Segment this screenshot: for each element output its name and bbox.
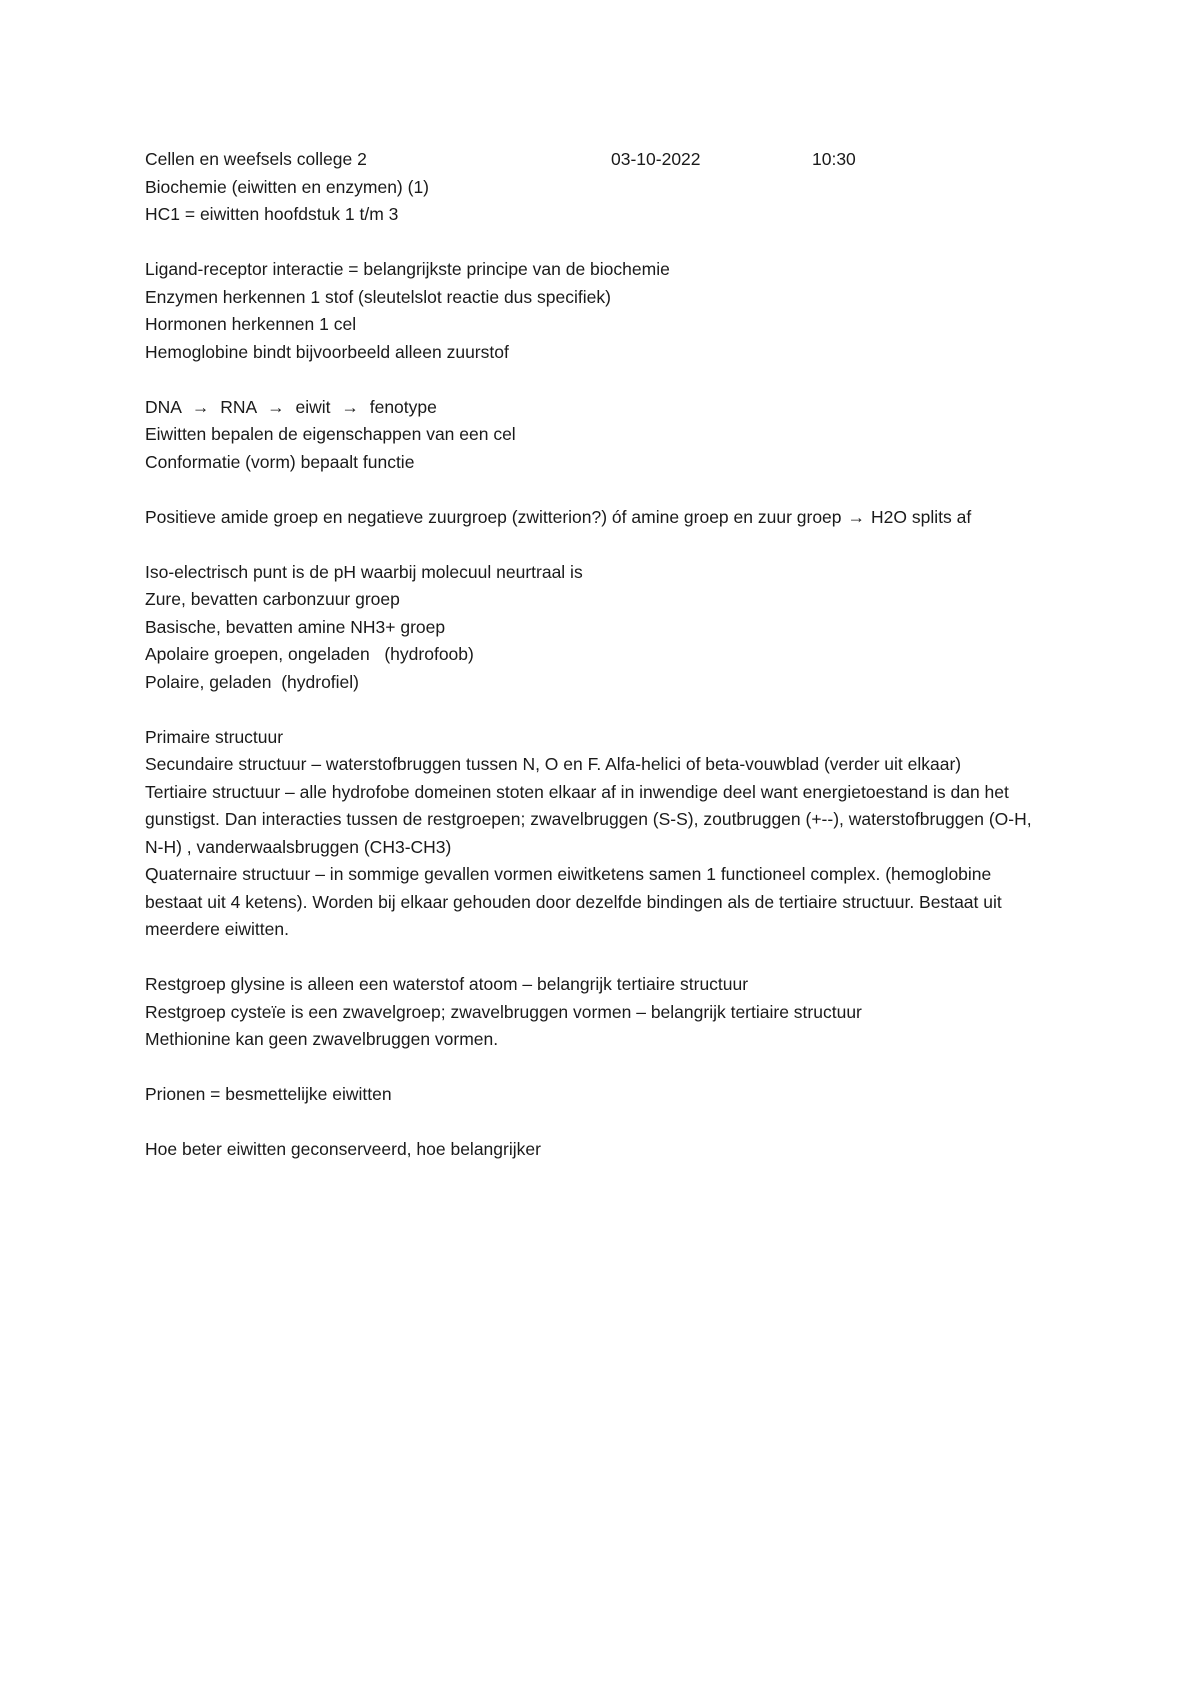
paragraph-line: Basische, bevatten amine NH3+ groep: [145, 616, 446, 637]
flow-step: RNA: [220, 396, 257, 417]
blank-line: [145, 476, 1045, 504]
paragraph-line: Zure, bevatten carbonzuur groep: [145, 589, 400, 609]
paragraph-line: Conformatie (vorm) bepaalt functie: [145, 451, 415, 472]
paragraph-line: Hemoglobine bindt bijvoorbeeld alleen zuurstof: [145, 341, 509, 362]
blank-line: [145, 696, 1045, 724]
arrow-right-icon: →: [847, 506, 866, 527]
blank-line: [145, 366, 1045, 394]
paragraph-line: Iso-electrisch punt is de pH waarbij molecuul neurtraal is: [145, 561, 583, 582]
paragraph-line: Primaire structuur: [145, 726, 284, 747]
arrow-right-icon: →: [341, 396, 359, 417]
paragraph-line: Restgroep glysine is alleen een waterstof atoom – belangrijk tertiaire structuur: [145, 974, 749, 994]
paragraph-line: Tertiaire structuur – alle hydrofobe domeinen stoten elkaar af in inwendige deel want energietoestand is dan het gunstigst. Dan interacties tussen de restgroepen; zwavelbruggen (S-S), zoutbruggen (+--), waterstofbruggen (O-H, N-H) , vanderwaalsbruggen (CH3-CH3): [145, 781, 1032, 857]
blank-line: [145, 944, 1045, 972]
paragraph-line: Restgroep cysteïe is een zwavelgroep; zwavelbruggen vormen – belangrijk tertiaire structuur: [145, 1001, 862, 1022]
paragraph-line: Prionen = besmettelijke eiwitten: [145, 1084, 392, 1104]
paragraph-line: Hormonen herkennen 1 cel: [145, 314, 357, 334]
lecture-time: 10:30: [812, 149, 856, 169]
lecture-title: Cellen en weefsels college 2: [145, 149, 367, 169]
paragraph-line: Quaternaire structuur – in sommige gevallen vormen eiwitketens samen 1 functioneel complex. (hemoglobine bestaat uit 4 ketens). Worden bij elkaar gehouden door dezelfde bindingen als de tertiaire structuur. Bestaat uit meerdere eiwitten.: [145, 864, 1002, 939]
flow-step: DNA: [145, 396, 181, 417]
intro-line: Biochemie (eiwitten en enzymen) (1): [145, 176, 430, 197]
dna-flow: [145, 394, 1045, 422]
paragraph-line: Polaire, geladen (hydrofiel): [145, 671, 360, 692]
header-line: [145, 146, 1045, 174]
document-body: [145, 146, 1045, 1164]
flow-step: eiwit: [295, 396, 331, 417]
zwitterion-paragraph: [145, 504, 1045, 532]
blank-line: [145, 1109, 1045, 1137]
paragraph-line: Methionine kan geen zwavelbruggen vormen.: [145, 1029, 499, 1049]
zwitterion-tail: H2O splits af: [871, 506, 972, 527]
paragraph-line: Secundaire structuur – waterstofbruggen tussen N, O en F. Alfa-helici of beta-vouwblad (verder uit elkaar): [145, 754, 962, 774]
arrow-right-icon: →: [267, 396, 285, 417]
paragraph-line: Apolaire groepen, ongeladen (hydrofoob): [145, 644, 474, 664]
paragraph-line: Eiwitten bepalen de eigenschappen van een cel: [145, 424, 516, 444]
flow-step: fenotype: [369, 396, 437, 417]
arrow-right-icon: →: [191, 396, 210, 417]
zwitterion-text: Positieve amide groep en negatieve zuurgroep (zwitterion?) óf amine groep en zuur groep: [145, 506, 842, 527]
lecture-date: 03-10-2022: [611, 149, 701, 169]
paragraph-line: Ligand-receptor interactie = belangrijkste principe van de biochemie: [145, 259, 670, 279]
blank-line: [145, 1054, 1045, 1082]
paragraph-line: Enzymen herkennen 1 stof (sleutelslot reactie dus specifiek): [145, 286, 611, 307]
paragraph-line: Hoe beter eiwitten geconserveerd, hoe belangrijker: [145, 1139, 541, 1159]
blank-line: [145, 229, 1045, 257]
intro-line: HC1 = eiwitten hoofdstuk 1 t/m 3: [145, 204, 399, 224]
blank-line: [145, 531, 1045, 559]
